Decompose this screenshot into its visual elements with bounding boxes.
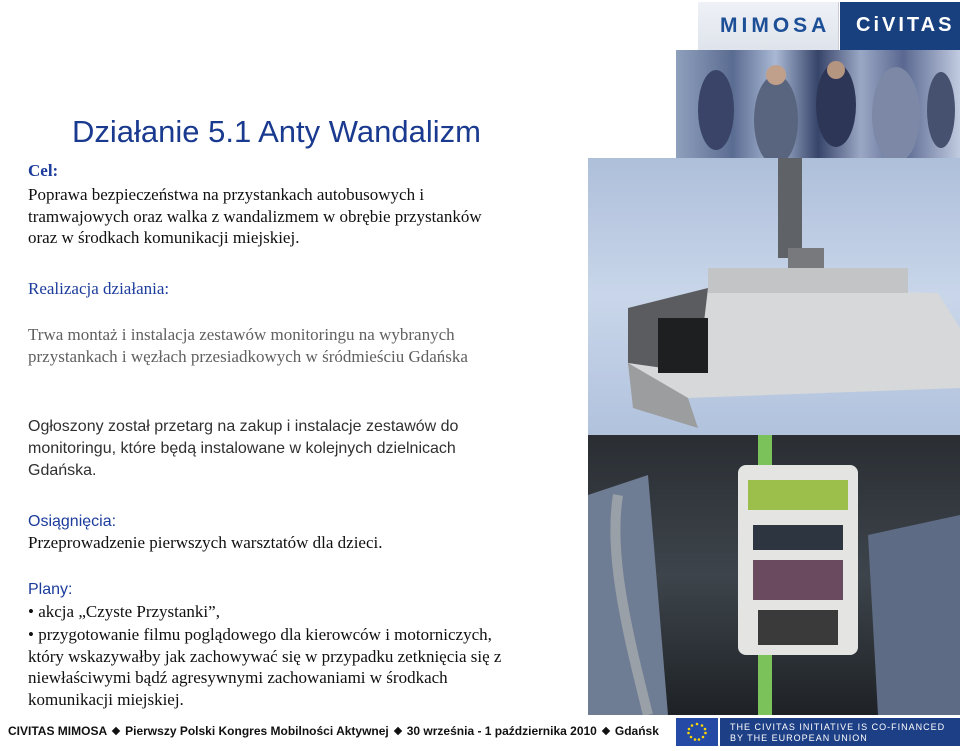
plans-item-1: • akcja „Czyste Przystanki”,: [28, 602, 220, 621]
achievements-heading: Osiągnięcia:: [28, 513, 117, 530]
mimosa-logo: MIMOSA: [698, 2, 839, 50]
header-bar: [0, 0, 960, 50]
footer-text: CIVITAS MIMOSA Pierwszy Polski Kongres Mobilności Aktywnej 30 września - 1 października 2010 Gdańsk: [8, 724, 659, 738]
goal-text: Poprawa bezpieczeństwa na przystankach autobusowych i tramwajowych oraz walka z wandalizmem w obrębie przystanków oraz w środkach komunikacji miejskiej.: [28, 185, 482, 247]
implementation-paragraph-1: Trwa montaż i instalacja zestawów monitoringu na wybranych przystankach i węzłach przesiadkowych w śródmieściu Gdańska: [28, 325, 468, 366]
achievements-text: Przeprowadzenie pierwszych warsztatów dla dzieci.: [28, 533, 383, 552]
slide-title: Działanie 5.1 Anty Wandalizm: [72, 114, 481, 149]
eu-flag-icon: [676, 718, 718, 746]
plans-item-2: • przygotowanie filmu poglądowego dla kierowców i motorniczych, który wskazywałby jak zachowywać się w przypadku zetknięcia się z niewłaściwymi bądź agresywnymi zachowaniami w środkach komunikacji miejskiej.: [28, 625, 502, 709]
eu-cofinancing-note: THE CIVITAS INITIATIVE IS CO-FINANCED BY THE EUROPEAN UNION: [720, 718, 960, 746]
ticket-validator-photo: [588, 435, 960, 715]
implementation-heading: Realizacja działania:: [28, 279, 170, 298]
civitas-logo: CiVITAS: [840, 2, 960, 50]
plans-heading: Plany:: [28, 581, 73, 598]
goal-heading: Cel:: [28, 161, 59, 180]
cctv-camera-photo: [588, 158, 960, 435]
crowd-photo: [676, 50, 960, 158]
implementation-paragraph-2: Ogłoszony został przetarg na zakup i instalacje zestawów do monitoringu, które będą instalowane w kolejnych dzielnicach Gdańska.: [28, 418, 459, 479]
